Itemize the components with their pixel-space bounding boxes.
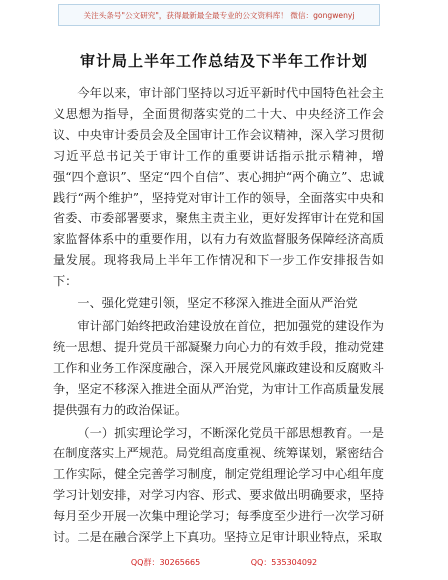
header-banner [58, 4, 380, 26]
header-banner-text: 关注头条号"公文研究"，获得最新最全最专业的公文资料库！ 微信：gongwenyj [83, 10, 355, 20]
document-title: 审计局上半年工作总结及下半年工作计划 [79, 52, 368, 70]
section-1-paragraph: 审计部门始终把政治建设放在首位，把加强党的建设作为统一思想、提升党员干部凝聚力向心力的有效手段，推动党建工作和业务工作深度融合，深入开展党风廉政建设和反腐败斗争，坚定不移深入推进全面从严治党，为审计工作高质量发展提供强有力的政治保证。 [53, 318, 384, 417]
document-body [53, 83, 384, 548]
subsection-1-paragraph: （一）抓实理论学习，不断深化党员干部思想教育。一是在制度落实上严规范。局党组高度重视、统筹谋划，紧密结合工作实际，健全完善学习制度，制定党组理论学习中心组年度学习计划安排，对学习内容、形式、要求做出明确要求，坚持每月至少开展一次集中理论学习；每季度至少进行一次学习研讨。二是在融合深学上下真功。坚持立足审计职业特点，采取 [53, 425, 384, 545]
intro-paragraph: 今年以来，审计部门坚持以习近平新时代中国特色社会主义思想为指导，全面贯彻落实党的二十大、中央经济工作会议、中央审计委员会及全国审计工作会议精神，深入学习贯彻习近平总书记关于审计工作的重要讲话指示批示精神，增强“四个意识”、坚定“四个自信”、衷心拥护“两个确立”、忠诚践行“两个维护”，坚持党对审计工作的领导，全面落实中央和省委、市委部署要求，聚焦主责主业，更好发挥审计在党和国家监督体系中的重要作用，以有力有效监督服务保障经济高质量发展。现将我局上半年工作情况和下一步工作安排报告如下： [53, 86, 384, 289]
footer-qq-group: QQ群：30265665 [130, 558, 201, 567]
section-heading-1: 一、强化党建引领，坚定不移深入推进全面从严治党 [77, 296, 358, 311]
footer-qq: QQ：535304092 [250, 558, 318, 567]
footer-contact [0, 557, 448, 568]
